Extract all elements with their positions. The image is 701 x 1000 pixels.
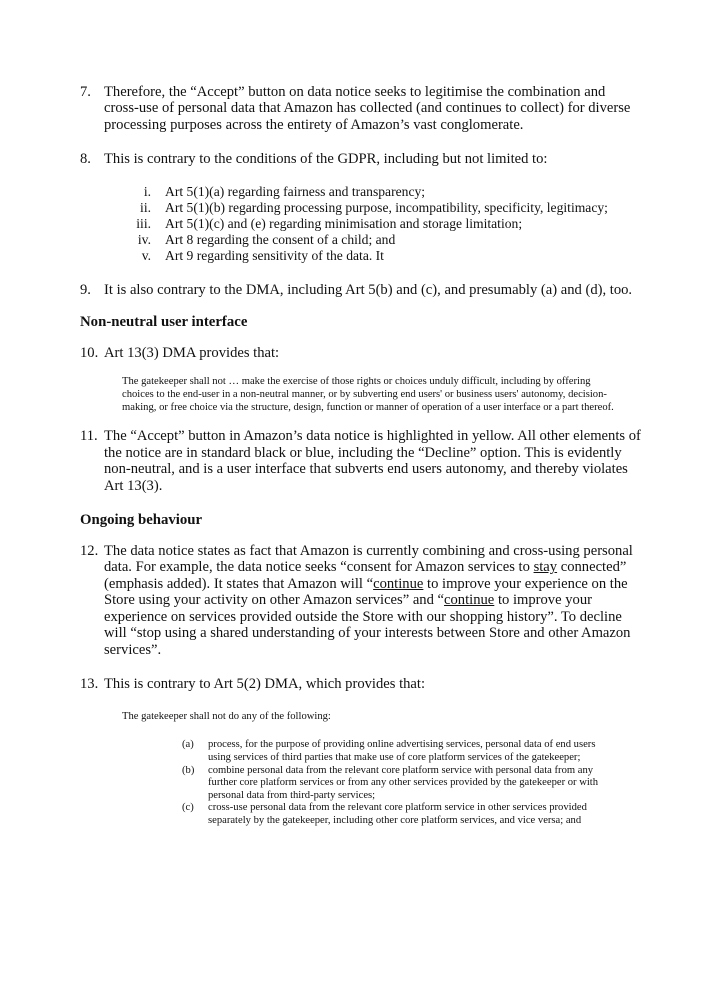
list-item [127,216,611,232]
list-item [127,232,611,248]
list-text: Art 5(1)(b) regarding processing purpose, incompatibility, specificity, legitimacy; [165,199,608,215]
paragraph-text: This is contrary to the conditions of the GDPR, including but not limited to: [104,151,548,168]
paragraph-number: 10. [80,345,99,362]
paragraph-8 [80,151,641,167]
list-item [127,200,611,216]
paragraph-9 [80,282,641,298]
list-number: iii. [136,215,151,231]
text-run: to improve your experience on services provided outside the Store with our shopping history”. To decline will “stop using a shared understanding of your interests between Store and other Amazon services”. [104,592,631,658]
text-run: to improve your experience on the Store using your activity on other Amazon services” and “ [104,575,628,609]
paragraph-10 [80,345,641,361]
section-heading: Ongoing behaviour [80,512,203,529]
gdpr-list [0,184,701,264]
dma-list [0,739,701,827]
paragraph-number: 9. [80,281,91,298]
paragraph-text: Therefore, the “Accept” button on data notice seeks to legitimise the combination and cross-use of personal data that Amazon has collected (and continues to collect) for diverse processing purposes across the entirety of Amazon’s vast conglomerate. [104,84,631,133]
block-quote: The gatekeeper shall not … make the exercise of those rights or choices unduly difficult, including by offering choices to the end-user in a non-neutral manner, or by subverting end users' or business users' autonomy, decision-making, or free choice via the structure, design, function or manner of operation of a user interface or a part thereof. [122,376,614,414]
text-run: The data notice states as fact that Amazon is currently combining and cross-using personal data. For example, the data notice seeks “consent for Amazon services to [104,543,633,576]
paragraph-text: The “Accept” button in Amazon’s data notice is highlighted in yellow. All other elements of the notice are in standard black or blue, including the “Decline” option. This is evidently non-neutral, and is a user interface that subverts end users autonomy, and thereby violates Art 13(3). [104,428,641,494]
list-number: i. [143,183,151,199]
list-text: cross-use personal data from the relevant core platform service in other services provided separately by the gatekeeper, including other core platform services, and vice versa; and [208,802,587,826]
list-number: iv. [137,231,151,247]
list-text: Art 5(1)(c) and (e) regarding minimisation and storage limitation; [165,215,523,231]
list-item [182,765,621,803]
paragraph-11 [80,428,641,494]
list-item [127,248,611,264]
underlined-text: stay [533,559,558,576]
paragraph-number: 11. [80,428,98,445]
list-number: ii. [140,199,151,215]
underlined-text: continue [373,575,424,592]
list-letter: (a) [182,739,194,751]
paragraph-number: 13. [80,675,99,692]
list-text: Art 5(1)(a) regarding fairness and transparency; [165,183,426,199]
paragraph-13 [80,676,641,692]
list-text: Art 8 regarding the consent of a child; and [165,231,396,247]
paragraph-text: Art 13(3) DMA provides that: [104,345,280,362]
paragraph-number: 8. [80,151,91,168]
block-quote-intro: The gatekeeper shall not do any of the following: [122,711,331,723]
list-text: combine personal data from the relevant core platform service with personal data from any further core platform services or from any other services provided by the gatekeeper or with personal data from third-party services; [208,764,599,801]
paragraph-number: 7. [80,84,91,100]
section-heading: Non-neutral user interface [80,314,248,331]
list-letter: (c) [182,802,194,814]
list-item [182,739,621,764]
paragraph-text: This is contrary to Art 5(2) DMA, which provides that: [104,675,426,692]
paragraph-number: 12. [80,543,99,560]
list-letter: (b) [182,764,195,776]
paragraph-12 [80,543,641,658]
text-run: connected” (emphasis added). It states that Amazon will “ [104,559,627,592]
underlined-text: continue [444,592,495,609]
paragraph-text: It is also contrary to the DMA, including Art 5(b) and (c), and presumably (a) and (d), too. [104,281,633,298]
list-text: Art 9 regarding sensitivity of the data. It [165,247,384,263]
list-text: process, for the purpose of providing online advertising services, personal data of end users using services of third parties that make use of core platform services of the gatekeeper; [208,739,596,763]
paragraph-7 [80,84,641,133]
paragraph-text [104,543,641,658]
list-number: v. [141,247,151,263]
list-item [127,184,611,200]
list-item [182,802,621,827]
